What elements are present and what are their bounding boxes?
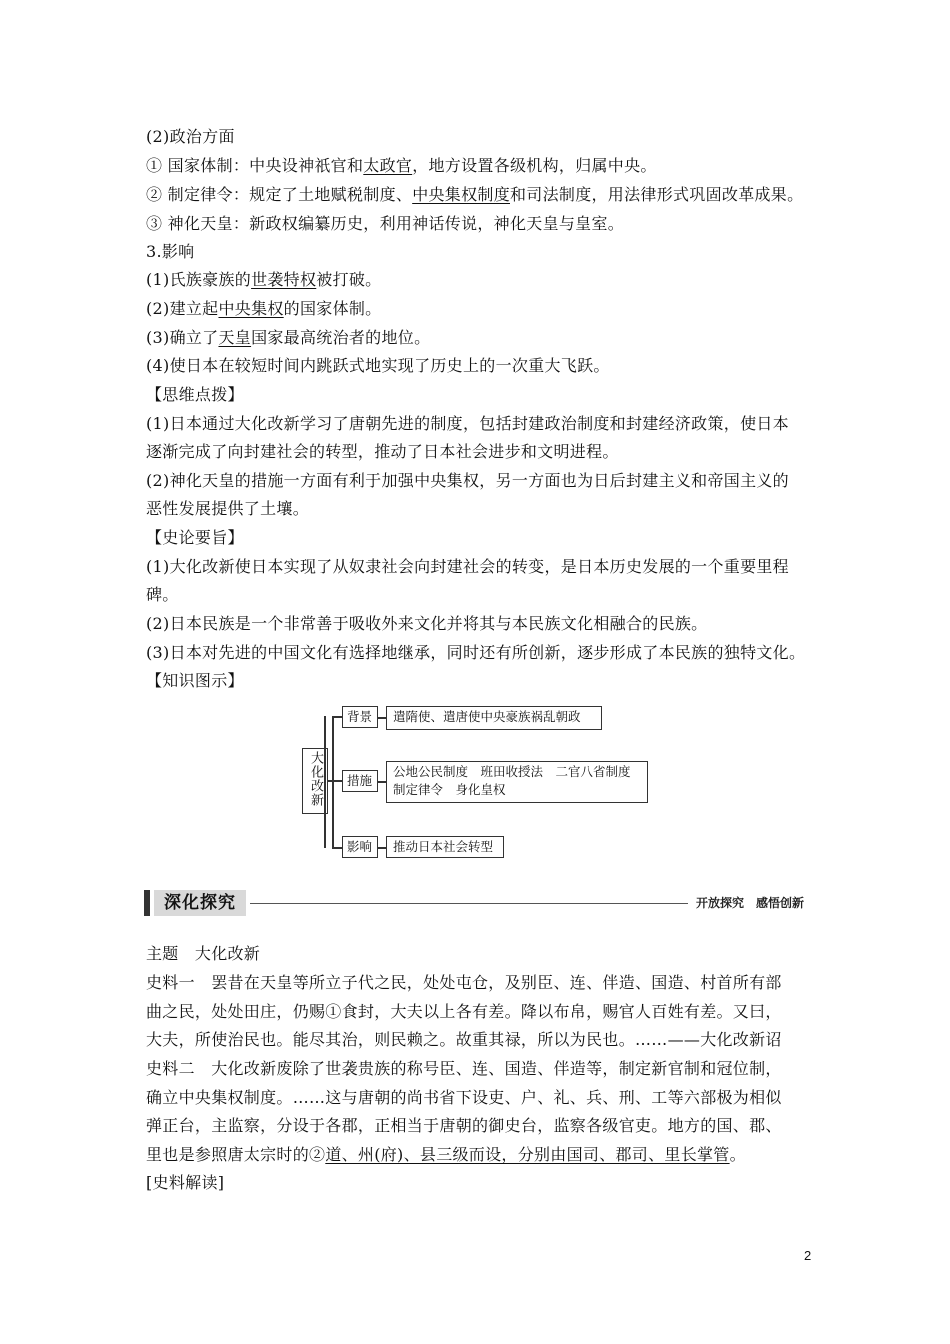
theory-1a: (1)大化改新使日本实现了从奴隶社会向封建社会的转变，是日本历史发展的一个重要里程 [146, 557, 789, 576]
item-laws: ② 制定律令：规定了土地赋税制度、中央集权制度和司法制度，用法律形式巩固改革成果。 [146, 185, 804, 204]
topic-line: 主题 大化改新 [146, 944, 261, 963]
background-content: 遣隋使、遣唐使中央豪族祸乱朝政 [386, 706, 602, 730]
thinking-1b: 逐渐完成了向封建社会的转型，推动了日本社会进步和文明进程。 [146, 442, 619, 461]
section-bar [144, 890, 150, 916]
source-2-a: 史料二 大化改新废除了世袭贵族的称号臣、连、国造、伴造等，制定新官制和冠位制， [146, 1059, 782, 1078]
impact-2: (2)建立起中央集权的国家体制。 [146, 299, 382, 318]
heading-knowledge-diagram: 【知识图示】 [146, 671, 244, 690]
heading-impact: 3.影响 [146, 242, 195, 261]
heading-history-theory: 【史论要旨】 [146, 528, 244, 547]
item-state-system: ① 国家体制：中央设神祇官和太政官，地方设置各级机构，归属中央。 [146, 156, 657, 175]
label-background: 背景 [342, 706, 378, 728]
source-1-a: 史料一 罢昔在天皇等所立子代之民，处处屯仓，及别臣、连、伴造、国造、村首所有部 [146, 973, 782, 992]
item-deify-emperor: ③ 神化天皇：新政权编纂历史，利用神话传说，神化天皇与皇室。 [146, 214, 625, 233]
source-2-b: 确立中央集权制度。……这与唐朝的尚书省下设吏、户、礼、兵、刑、工等六部极为相似 [146, 1088, 782, 1107]
section-header [142, 886, 804, 922]
theory-3: (3)日本对先进的中国文化有选择地继承，同时还有所创新，逐步形成了本民族的独特文化。 [146, 643, 806, 662]
source-2-c: 弹正台，主监察，分设于各郡，正相当于唐朝的御史台，监察各级官吏。地方的国、郡、 [146, 1116, 782, 1135]
source-2-d: 里也是参照唐太宗时的②道、州(府)、县三级而设，分别由国司、郡司、里长掌管。 [146, 1145, 746, 1164]
theory-2: (2)日本民族是一个非常善于吸收外来文化并将其与本民族文化相融合的民族。 [146, 614, 708, 633]
section-rule [250, 903, 688, 904]
source-interpretation-heading: [史料解读] [146, 1173, 225, 1192]
heading-politics: (2)政治方面 [146, 127, 235, 146]
measures-line-2: 制定律令 身化皇权 [393, 782, 506, 797]
label-impact: 影响 [342, 836, 378, 858]
impact-1: (1)氏族豪族的世袭特权被打破。 [146, 270, 382, 289]
impact-3: (3)确立了天皇国家最高统治者的地位。 [146, 328, 431, 347]
impact-content: 推动日本社会转型 [386, 836, 504, 858]
thinking-2b: 恶性发展提供了土壤。 [146, 499, 310, 518]
source-1-b: 曲之民，处处田庄，仍赐①食封，大夫以上各有差。降以布帛，赐官人百姓有差。又曰， [146, 1002, 782, 1021]
knowledge-diagram [300, 700, 660, 860]
measures-line-1: 公地公民制度 班田收授法 二官八省制度 [393, 764, 631, 779]
measures-content [386, 761, 648, 803]
diagram-root: 大化改新 [302, 748, 328, 814]
thinking-2a: (2)神化天皇的措施一方面有利于加强中央集权，另一方面也为日后封建主义和帝国主义的 [146, 471, 789, 490]
section-title: 深化探究 [154, 890, 246, 916]
theory-1b: 碑。 [146, 585, 179, 604]
source-1-c: 大夫，所使治民也。能尽其治，则民赖之。故重其禄，所以为民也。……——大化改新诏 [146, 1030, 782, 1049]
impact-4: (4)使日本在较短时间内跳跃式地实现了历史上的一次重大飞跃。 [146, 356, 610, 375]
section-subtitle: 开放探究 感悟创新 [695, 896, 804, 910]
label-measures: 措施 [342, 770, 378, 792]
thinking-1a: (1)日本通过大化改新学习了唐朝先进的制度，包括封建政治制度和封建经济政策，使日本 [146, 414, 789, 433]
page-number: 2 [804, 1248, 812, 1263]
heading-thinking: 【思维点拨】 [146, 385, 244, 404]
